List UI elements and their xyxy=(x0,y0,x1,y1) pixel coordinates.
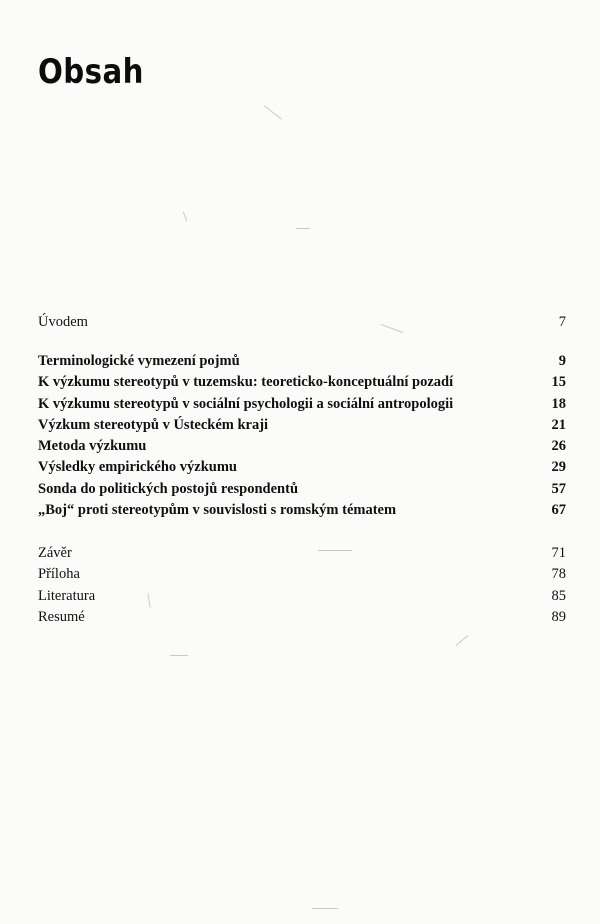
toc-entry[interactable] xyxy=(38,564,566,585)
toc-entry-title: Resumé xyxy=(38,608,85,625)
toc-entry-page: 57 xyxy=(551,480,566,497)
toc-entry-title: K výzkumu stereotypů v sociální psychologii a sociální antropologii xyxy=(38,395,454,412)
toc-entry-page: 18 xyxy=(551,395,566,412)
paper-mark xyxy=(456,635,469,646)
paper-mark xyxy=(183,212,187,222)
toc-entry[interactable] xyxy=(38,312,566,333)
toc-entry[interactable] xyxy=(38,394,566,415)
toc-entry-page: 89 xyxy=(551,608,566,625)
toc-entry-page: 85 xyxy=(551,587,566,604)
toc-entry-title: Závěr xyxy=(38,545,72,561)
toc-back-matter-section xyxy=(38,543,566,628)
toc-entry-page: 78 xyxy=(551,566,566,583)
toc-intro-section xyxy=(38,312,566,333)
toc-entry-page: 7 xyxy=(558,314,566,330)
toc-entry-title: Úvodem xyxy=(38,314,88,330)
toc-entry[interactable] xyxy=(38,457,566,478)
toc-entry-title: Literatura xyxy=(38,587,96,604)
toc-entry-page: 21 xyxy=(551,416,566,433)
toc-entry-title: Výsledky empirického výzkumu xyxy=(38,459,237,476)
toc-entry[interactable] xyxy=(38,479,566,500)
toc-entry-title: K výzkumu stereotypů v tuzemsku: teoreticko-konceptuální pozadí xyxy=(38,374,454,391)
toc-entry[interactable] xyxy=(38,372,566,393)
paper-mark xyxy=(312,908,338,909)
toc-entry-page: 26 xyxy=(551,438,566,455)
toc-entry-title: Sonda do politických postojů respondentů xyxy=(38,480,299,497)
paper-mark xyxy=(264,105,282,119)
toc-entry-title: Metoda výzkumu xyxy=(38,438,147,455)
toc-entry[interactable] xyxy=(38,415,566,436)
paper-mark xyxy=(296,228,310,229)
toc-entry-title: Terminologické vymezení pojmů xyxy=(38,353,240,369)
page-title: Obsah xyxy=(38,52,144,92)
toc-entry-page: 71 xyxy=(551,545,566,561)
toc-entry-title: Příloha xyxy=(38,566,80,583)
toc-entry-page: 9 xyxy=(558,353,566,369)
toc-entry[interactable] xyxy=(38,436,566,457)
toc-entry-page: 15 xyxy=(551,374,566,391)
toc-entry-page: 29 xyxy=(551,459,566,476)
toc-entry[interactable] xyxy=(38,500,566,521)
toc-entry-title: Výzkum stereotypů v Ústeckém kraji xyxy=(38,416,269,433)
toc-entry-page: 67 xyxy=(551,502,566,519)
toc-entry[interactable] xyxy=(38,351,566,372)
paper-mark xyxy=(170,655,188,656)
toc-entry[interactable] xyxy=(38,586,566,607)
toc-entry[interactable] xyxy=(38,607,566,628)
toc-entry-title: „Boj“ proti stereotypům v souvislosti s romským tématem xyxy=(38,502,397,519)
toc-entry[interactable] xyxy=(38,543,566,564)
toc-chapters-section xyxy=(38,351,566,521)
